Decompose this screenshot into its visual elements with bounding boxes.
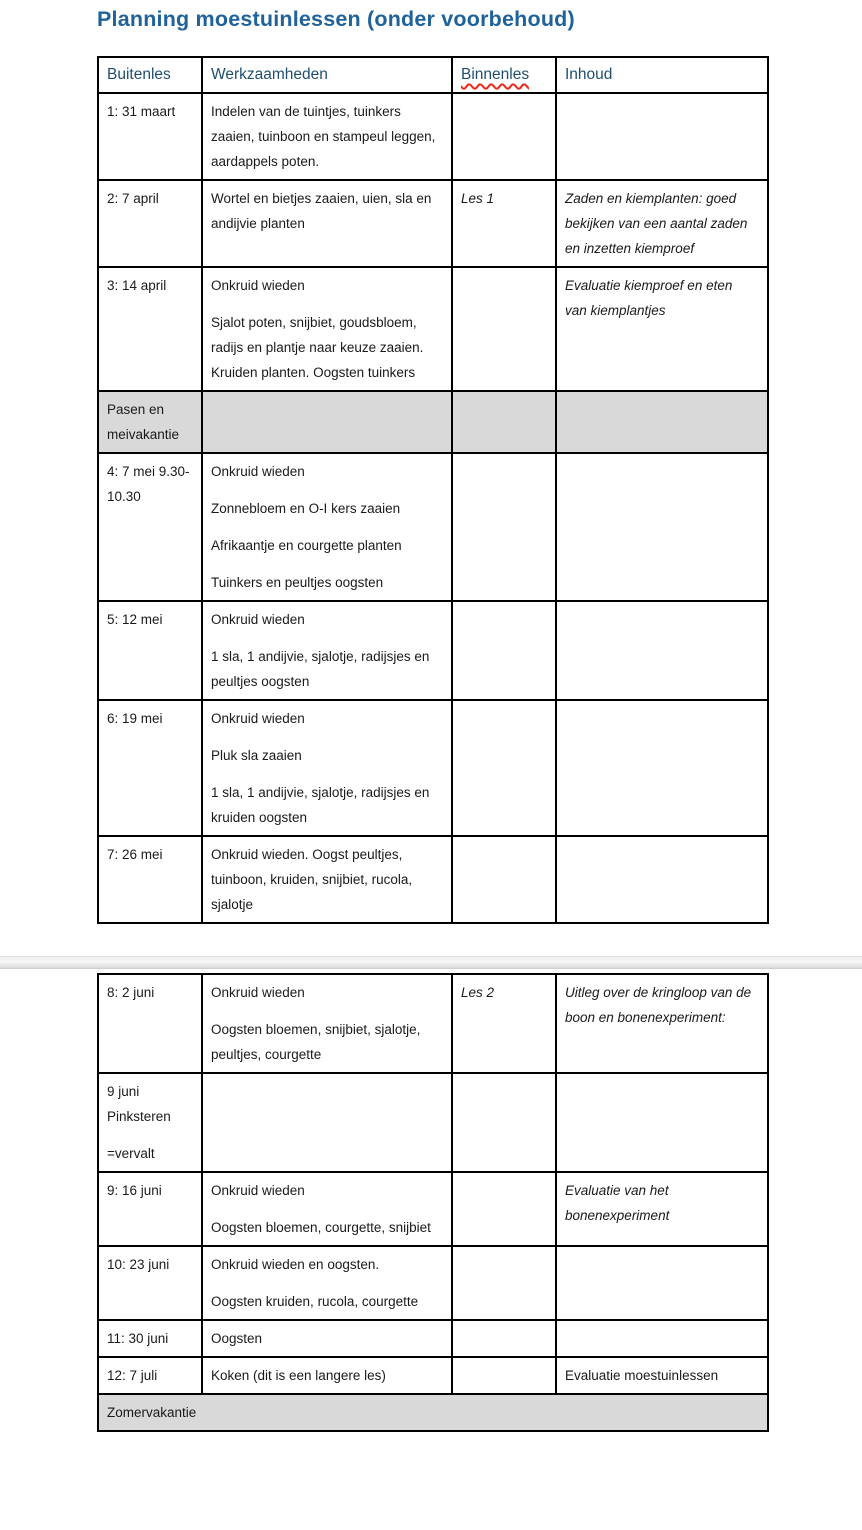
cell-inhoud bbox=[556, 1246, 768, 1320]
cell-paragraph: Zonnebloem en O-I kers zaaien bbox=[211, 501, 401, 516]
table-row-vacation bbox=[98, 391, 768, 453]
cell-paragraph: Onkruid wieden. Oogst peultjes, tuinboon, kruiden, snijbiet, rucola, sjalotje bbox=[211, 847, 413, 912]
cell-paragraph: Oogsten bloemen, snijbiet, sjalotje, peultjes, courgette bbox=[211, 1022, 421, 1062]
cell-inhoud bbox=[556, 391, 768, 453]
cell-werkzaamheden bbox=[202, 1357, 452, 1394]
cell-paragraph: 12: 7 juli bbox=[107, 1368, 158, 1383]
cell-werkzaamheden bbox=[202, 391, 452, 453]
cell-werkzaamheden bbox=[202, 1073, 452, 1172]
cell-paragraph: 4: 7 mei 9.30-10.30 bbox=[107, 464, 190, 504]
planning-table-page-2 bbox=[97, 973, 769, 1432]
cell-paragraph: Koken (dit is een langere les) bbox=[211, 1368, 386, 1383]
cell-werkzaamheden bbox=[202, 1172, 452, 1246]
cell-inhoud bbox=[556, 1073, 768, 1172]
cell-werkzaamheden bbox=[202, 453, 452, 601]
cell-buitenles bbox=[98, 180, 202, 267]
cell-paragraph: 1: 31 maart bbox=[107, 104, 176, 119]
cell-paragraph: 7: 26 mei bbox=[107, 847, 163, 862]
cell-paragraph: 5: 12 mei bbox=[107, 612, 163, 627]
column-header-inhoud bbox=[556, 57, 768, 93]
cell-binnenles bbox=[452, 1073, 556, 1172]
cell-buitenles bbox=[98, 391, 202, 453]
cell-paragraph: Indelen van de tuintjes, tuinkers zaaien, tuinboon en stampeul leggen, aardappels poten. bbox=[211, 104, 436, 169]
column-header-binnenles bbox=[452, 57, 556, 93]
table-header-row bbox=[98, 57, 768, 93]
table-row-vacation bbox=[98, 1394, 768, 1431]
table-row bbox=[98, 700, 768, 836]
table-row bbox=[98, 267, 768, 391]
cell-paragraph: Les 2 bbox=[461, 985, 495, 1000]
table-row bbox=[98, 180, 768, 267]
cell-inhoud bbox=[556, 1320, 768, 1357]
cell-paragraph: Oogsten kruiden, rucola, courgette bbox=[211, 1294, 419, 1309]
cell-werkzaamheden bbox=[202, 700, 452, 836]
table-row bbox=[98, 1073, 768, 1172]
column-header-label: Werkzaamheden bbox=[211, 66, 328, 83]
column-header-label: Inhoud bbox=[565, 66, 613, 83]
table-body-page-1 bbox=[98, 93, 768, 923]
column-header-buitenles bbox=[98, 57, 202, 93]
cell-paragraph: Pasen en meivakantie bbox=[107, 402, 180, 442]
cell-binnenles bbox=[452, 180, 556, 267]
cell-paragraph: 11: 30 juni bbox=[107, 1331, 169, 1346]
cell-werkzaamheden bbox=[202, 974, 452, 1073]
cell-buitenles bbox=[98, 1172, 202, 1246]
column-header-label: Buitenles bbox=[107, 66, 171, 83]
cell-paragraph: Onkruid wieden en oogsten. bbox=[211, 1257, 380, 1272]
cell-inhoud bbox=[556, 93, 768, 180]
table-row bbox=[98, 1357, 768, 1394]
cell-binnenles bbox=[452, 1246, 556, 1320]
cell-paragraph: Tuinkers en peultjes oogsten bbox=[211, 575, 384, 590]
cell-buitenles bbox=[98, 974, 202, 1073]
cell-werkzaamheden bbox=[202, 601, 452, 700]
table-row bbox=[98, 836, 768, 923]
cell-werkzaamheden bbox=[202, 93, 452, 180]
cell-paragraph: Zaden en kiemplanten: goed bekijken van een aantal zaden en inzetten kiemproef bbox=[565, 191, 748, 256]
cell-paragraph: Onkruid wieden bbox=[211, 464, 305, 479]
cell-paragraph: Pluk sla zaaien bbox=[211, 748, 302, 763]
cell-paragraph: Evaluatie van het bonenexperiment bbox=[565, 1183, 670, 1223]
cell-inhoud bbox=[556, 1357, 768, 1394]
cell-paragraph: Evaluatie moestuinlessen bbox=[565, 1368, 719, 1383]
cell-buitenles bbox=[98, 267, 202, 391]
cell-binnenles bbox=[452, 601, 556, 700]
cell-paragraph: Uitleg over de kringloop van de boon en bonenexperiment: bbox=[565, 985, 752, 1025]
cell-buitenles bbox=[98, 601, 202, 700]
cell-inhoud bbox=[556, 700, 768, 836]
cell-paragraph: Onkruid wieden bbox=[211, 612, 305, 627]
cell-paragraph: 6: 19 mei bbox=[107, 711, 163, 726]
cell-paragraph: Evaluatie kiemproef en eten van kiemplantjes bbox=[565, 278, 733, 318]
cell-werkzaamheden bbox=[202, 1320, 452, 1357]
cell-inhoud bbox=[556, 836, 768, 923]
cell-buitenles bbox=[98, 453, 202, 601]
cell-buitenles bbox=[98, 1073, 202, 1172]
cell-paragraph: =vervalt bbox=[107, 1146, 155, 1161]
cell-paragraph: 10: 23 juni bbox=[107, 1257, 170, 1272]
page-break-gap bbox=[0, 956, 862, 969]
cell-vacation-fullwidth bbox=[98, 1394, 768, 1431]
cell-werkzaamheden bbox=[202, 1246, 452, 1320]
page-title: Planning moestuinlessen (onder voorbehoud) bbox=[97, 7, 575, 31]
cell-werkzaamheden bbox=[202, 180, 452, 267]
table-row bbox=[98, 93, 768, 180]
cell-werkzaamheden bbox=[202, 267, 452, 391]
cell-binnenles bbox=[452, 1172, 556, 1246]
column-header-werkzaamheden bbox=[202, 57, 452, 93]
cell-paragraph: 2: 7 april bbox=[107, 191, 159, 206]
cell-binnenles bbox=[452, 700, 556, 836]
cell-buitenles bbox=[98, 700, 202, 836]
planning-table-page-1 bbox=[97, 56, 769, 924]
cell-paragraph: 9 juni Pinksteren bbox=[107, 1084, 171, 1124]
cell-paragraph: Zomervakantie bbox=[107, 1405, 197, 1420]
cell-binnenles bbox=[452, 391, 556, 453]
cell-inhoud bbox=[556, 974, 768, 1073]
cell-paragraph: 8: 2 juni bbox=[107, 985, 155, 1000]
cell-paragraph: Oogsten bbox=[211, 1331, 263, 1346]
cell-paragraph: Afrikaantje en courgette planten bbox=[211, 538, 402, 553]
cell-binnenles bbox=[452, 836, 556, 923]
cell-binnenles bbox=[452, 974, 556, 1073]
cell-paragraph: 3: 14 april bbox=[107, 278, 167, 293]
cell-paragraph: Onkruid wieden bbox=[211, 985, 305, 1000]
cell-binnenles bbox=[452, 267, 556, 391]
table-row bbox=[98, 1246, 768, 1320]
cell-binnenles bbox=[452, 453, 556, 601]
cell-inhoud bbox=[556, 267, 768, 391]
cell-buitenles bbox=[98, 1320, 202, 1357]
table-body-page-2 bbox=[98, 974, 768, 1431]
column-header-label-misspelled: Binnenles bbox=[461, 66, 530, 83]
cell-inhoud bbox=[556, 453, 768, 601]
cell-buitenles bbox=[98, 1357, 202, 1394]
cell-paragraph: Sjalot poten, snijbiet, goudsbloem, radijs en plantje naar keuze zaaien. Kruiden planten. Oogsten tuinkers bbox=[211, 315, 424, 380]
table-row bbox=[98, 601, 768, 700]
cell-binnenles bbox=[452, 1357, 556, 1394]
document-page-2 bbox=[0, 969, 862, 1519]
cell-werkzaamheden bbox=[202, 836, 452, 923]
table-row bbox=[98, 1320, 768, 1357]
cell-paragraph: 1 sla, 1 andijvie, sjalotje, radijsjes en peultjes oogsten bbox=[211, 649, 430, 689]
cell-inhoud bbox=[556, 180, 768, 267]
table-row bbox=[98, 453, 768, 601]
cell-paragraph: Onkruid wieden bbox=[211, 278, 305, 293]
cell-paragraph: Onkruid wieden bbox=[211, 1183, 305, 1198]
cell-binnenles bbox=[452, 93, 556, 180]
cell-paragraph: Onkruid wieden bbox=[211, 711, 305, 726]
cell-buitenles bbox=[98, 93, 202, 180]
cell-inhoud bbox=[556, 1172, 768, 1246]
cell-paragraph: 9: 16 juni bbox=[107, 1183, 162, 1198]
cell-paragraph: Wortel en bietjes zaaien, uien, sla en andijvie planten bbox=[211, 191, 432, 231]
table-row bbox=[98, 974, 768, 1073]
cell-paragraph: 1 sla, 1 andijvie, sjalotje, radijsjes en kruiden oogsten bbox=[211, 785, 430, 825]
cell-binnenles bbox=[452, 1320, 556, 1357]
cell-paragraph: Oogsten bloemen, courgette, snijbiet bbox=[211, 1220, 431, 1235]
cell-inhoud bbox=[556, 601, 768, 700]
table-row bbox=[98, 1172, 768, 1246]
cell-buitenles bbox=[98, 1246, 202, 1320]
cell-buitenles bbox=[98, 836, 202, 923]
cell-paragraph: Les 1 bbox=[461, 191, 495, 206]
